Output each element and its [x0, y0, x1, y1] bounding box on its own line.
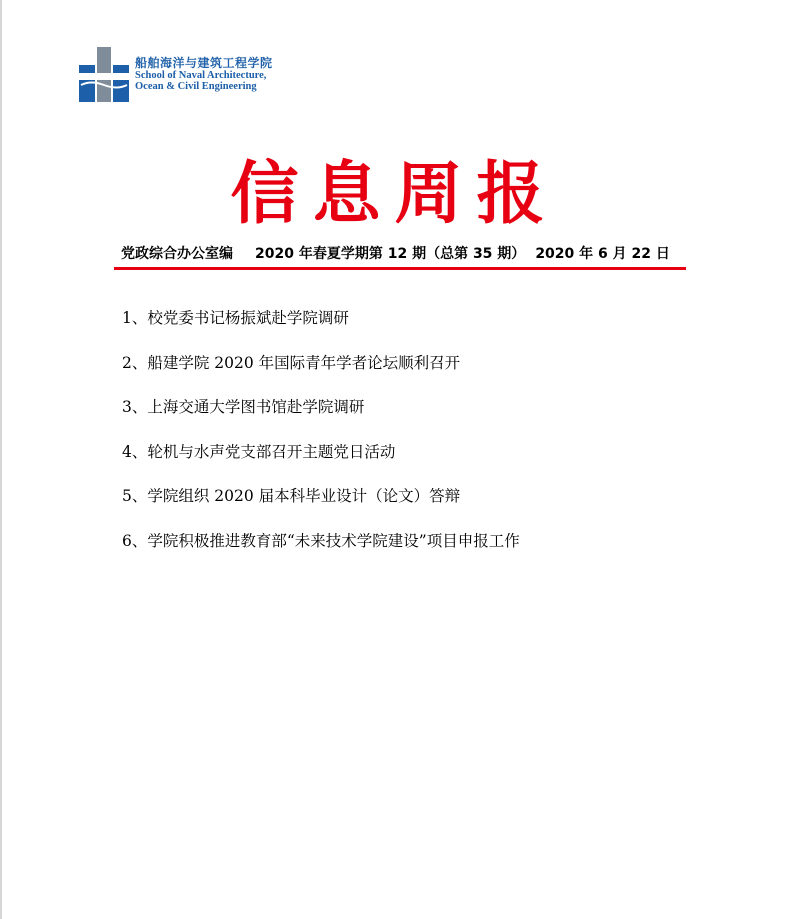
header-rule [114, 267, 686, 270]
toc-item: 3、上海交通大学图书馆赴学院调研 [122, 398, 365, 416]
masthead-title: 信息周报 [230, 154, 559, 234]
table-of-contents [122, 308, 520, 575]
toc-item: 5、学院组织 2020 届本科毕业设计（论文）答辩 [122, 487, 461, 505]
school-emblem-icon [79, 47, 129, 102]
school-name-en-line1: School of Naval Architecture, [135, 69, 267, 81]
issue-date: 2020 年 6 月 22 日 [535, 246, 670, 262]
toc-item: 2、船建学院 2020 年国际青年学者论坛顺利召开 [122, 353, 461, 372]
school-name-cn: 船舶海洋与建筑工程学院 [135, 56, 273, 71]
issue-info-line [121, 243, 670, 263]
school-logo [79, 47, 273, 102]
toc-item: 4、轮机与水声党支部召开主题党日活动 [122, 442, 396, 461]
toc-item: 1、校党委书记杨振斌赴学院调研 [122, 309, 349, 327]
school-name-en-line2: Ocean & Civil Engineering [135, 80, 257, 92]
page-edge [0, 0, 2, 919]
issue-number: 2020 年春夏学期第 12 期（总第 35 期） [255, 246, 526, 262]
toc-item: 6、学院积极推进教育部“未来技术学院建设”项目申报工作 [122, 531, 520, 550]
editor-label: 党政综合办公室编 [121, 246, 233, 262]
